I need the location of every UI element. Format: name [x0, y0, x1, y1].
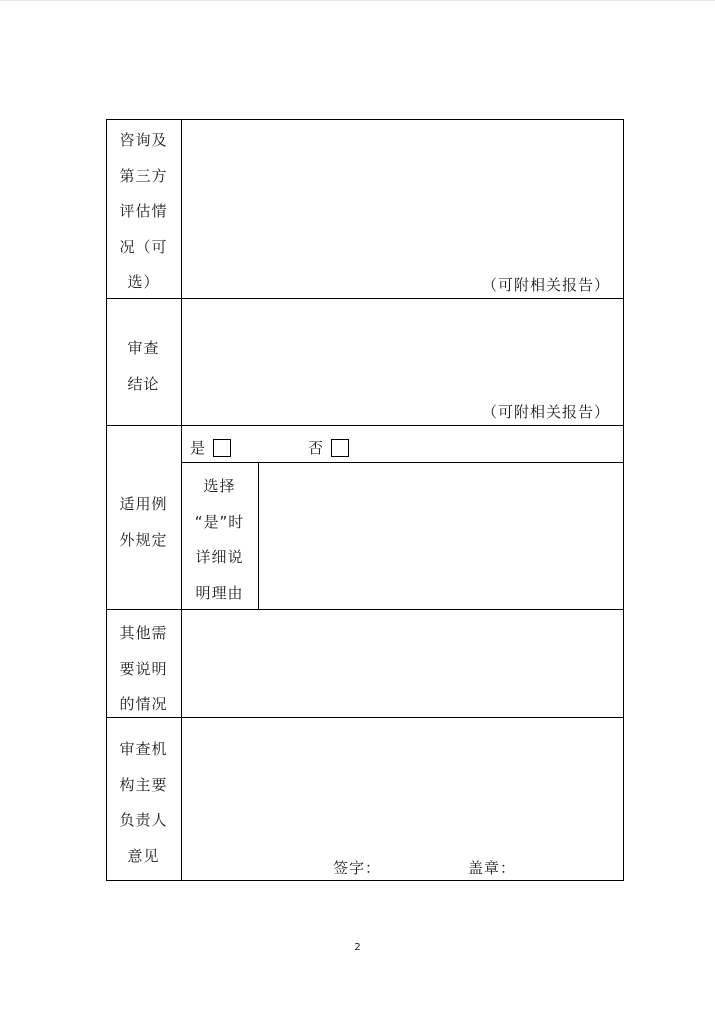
- label-line: 的情况: [119, 695, 168, 714]
- label-line: 审查机: [119, 740, 168, 758]
- label-line: 外规定: [119, 530, 168, 549]
- table-border-top: [106, 119, 624, 120]
- label-line: 明理由: [195, 583, 244, 602]
- label-line: 评估情: [119, 202, 168, 220]
- label-line: 况（可: [119, 237, 168, 256]
- label-line: 要说明: [119, 659, 168, 678]
- yes-option[interactable]: [190, 437, 231, 459]
- table-border-right: [623, 119, 624, 881]
- label-line: 适用例: [119, 495, 168, 513]
- label-line: 详细说: [195, 548, 244, 566]
- yes-checkbox[interactable]: [213, 439, 231, 457]
- label-line: 构主要: [119, 775, 168, 794]
- row-divider: [106, 425, 624, 426]
- conclusion-report-note: （可附相关报告）: [481, 403, 610, 421]
- no-label: 否: [308, 439, 324, 457]
- label-line: 选）: [127, 273, 160, 291]
- label-line: 其他需: [119, 624, 168, 643]
- consult-label: [106, 123, 181, 302]
- head-opinion-label: [106, 732, 181, 874]
- no-option[interactable]: [308, 437, 349, 459]
- seal-label: 盖章：: [468, 859, 517, 877]
- conclusion-label: [106, 331, 181, 402]
- consult-report-note: （可附相关报告）: [481, 276, 610, 294]
- other-label: [106, 616, 181, 723]
- exception-label: [106, 487, 181, 558]
- yes-label: 是: [190, 439, 206, 457]
- row-divider: [106, 717, 624, 718]
- label-line: 审查: [127, 339, 160, 357]
- label-line: 咨询及: [119, 131, 168, 149]
- label-line: 负责人: [119, 811, 168, 829]
- review-form-table: [106, 119, 624, 881]
- label-line: 意见: [127, 846, 160, 865]
- signature-label: 签字：: [333, 859, 382, 877]
- no-checkbox[interactable]: [331, 439, 349, 457]
- page-top-edge: [0, 0, 715, 1]
- label-line: 结论: [127, 374, 160, 393]
- page-number: 2: [354, 942, 361, 953]
- subrow-divider: [181, 462, 624, 463]
- label-line: “是”时: [194, 512, 245, 531]
- label-line: 选择: [203, 477, 236, 495]
- subcolumn-divider: [258, 462, 259, 609]
- row-divider: [106, 298, 624, 299]
- label-line: 第三方: [119, 166, 168, 185]
- exception-detail-label: [181, 469, 258, 611]
- table-border-bottom: [106, 880, 624, 881]
